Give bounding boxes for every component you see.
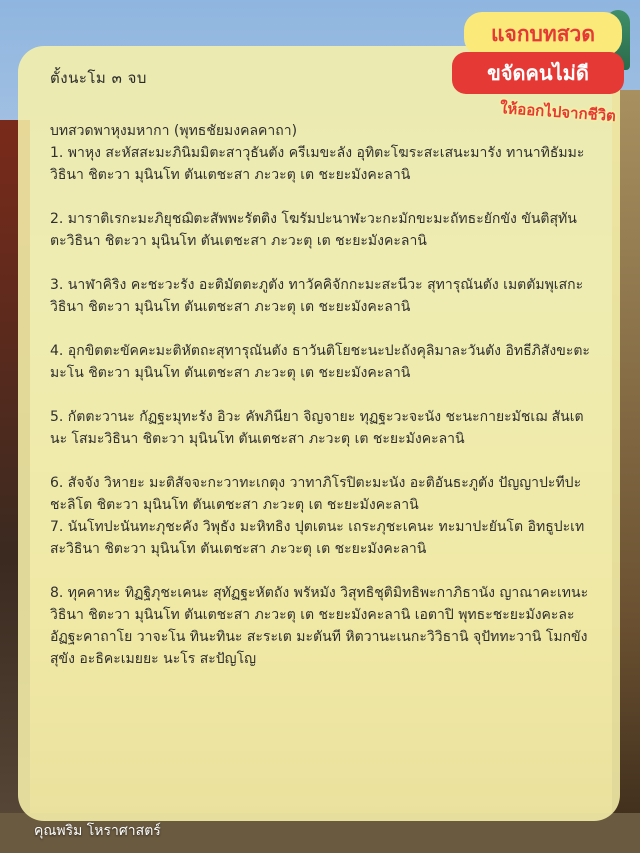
verse-4: 4. อุกขิตตะขัคคะมะติหัตถะสุทารุณันตัง ธาวันติโยชะนะปะถังคุลิมาละวันตัง อิทธีภิสังขะตะมะโน ชิตะวา มุนินโท ตันเตชะสา ภะวะตุ เต ชะยะมังคะลานิ (50, 343, 590, 381)
intro-text: ตั้งนะโม ๓ จบ (50, 69, 147, 87)
verse-8: 8. ทุคคาหะ ทิฏฐิภุชะเคนะ สุทัฏฐะหัตถัง พรัหมัง วิสุทธิชุติมิทธิพะกาภิธานัง ญาณาคะเทนะ วิธินา ชิตะวา มุนินโท ตันเตชะสา ภะวะตุ เต ชะยะมังคะลานิ เอตาปิ พุทธะชะยะมังคะละอัฏฐะคาถาโย วาจะโน ทินะทินะ สะระเต มะตันที หิตวานะเนกะวิวิธานิ จุปัททะวานิ โมกขัง สุขัง อะธิคะเมยยะ นะโร สะปัญโญ (50, 585, 589, 667)
badge-remove-bad-people: ขจัดคนไม่ดี (452, 52, 624, 94)
verse-6: 6. สัจจัง วิหายะ มะติสัจจะกะวาทะเกตุง วาทาภิโรปิตะมะนัง อะติอันธะภูตัง ปัญญาปะทีปะชะลิโต ชิตะวา มุนินโท ตันเตชะสา ภะวะตุ เต ชะยะมังคะลานิ (50, 475, 582, 513)
verse-3: 3. นาฬาคิริง คะชะวะรัง อะติมัตตะภูตัง ทาวัคคิจักกะมะสะนีวะ สุทารุณันตัง เมตตัมพุเสกะ วิธินา ชิตะวา มุนินโท ตันเตชะสา ภะวะตุ เต ชะยะมังคะลานิ (50, 277, 584, 315)
chant-heading: บทสวดพาหุงมหากา (พุทธชัยมงคลคาถา) (50, 123, 298, 139)
badge-out-of-life: ให้ออกไปจากชีวิต (499, 98, 617, 126)
chant-content (50, 120, 590, 692)
badge-free-chant: แจกบทสวด (464, 12, 622, 56)
verse-7: 7. นันโทปะนันทะภุชะคัง วิพุธัง มะหิทธิง ปุตเตนะ เถระภุชะเคนะ ทะมาปะยันโต อิทธูปะเทสะวิธินา ชิตะวา มุนินโท ตันเตชะสา ภะวะตุ เต ชะยะมังคะลานิ (50, 519, 585, 557)
verse-2: 2. มาราติเรกะมะภิยุชฌิตะสัพพะรัตติง โฆรัมปะนาฬะวะกะมักขะมะถัทธะยักขัง ขันติสุทันตะวิธินา ชิตะวา มุนินโท ตันเตชะสา ภะวะตุ เต ชะยะมังคะลานิ (50, 211, 577, 249)
verse-5: 5. กัตตะวานะ กัฏฐะมุทะรัง อิวะ คัพภินียา จิญจายะ ทุฏฐะวะจะนัง ชะนะกายะมัชเฌ สันเตนะ โสมะวิธินา ชิตะวา มุนินโท ตันเตชะสา ภะวะตุ เต ชะยะมังคะลานิ (50, 409, 584, 447)
verse-1: 1. พาหุง สะหัสสะมะภินิมมิตะสาวุธันตัง ครีเมขะลัง อุทิตะโฆระสะเสนะมารัง ทานาทิธัมมะวิธินา ชิตะวา มุนินโท ตันเตชะสา ภะวะตุ เต ชะยะมังคะลานิ (50, 145, 585, 183)
author-credit: คุณพริม โหราศาสตร์ (34, 823, 161, 839)
